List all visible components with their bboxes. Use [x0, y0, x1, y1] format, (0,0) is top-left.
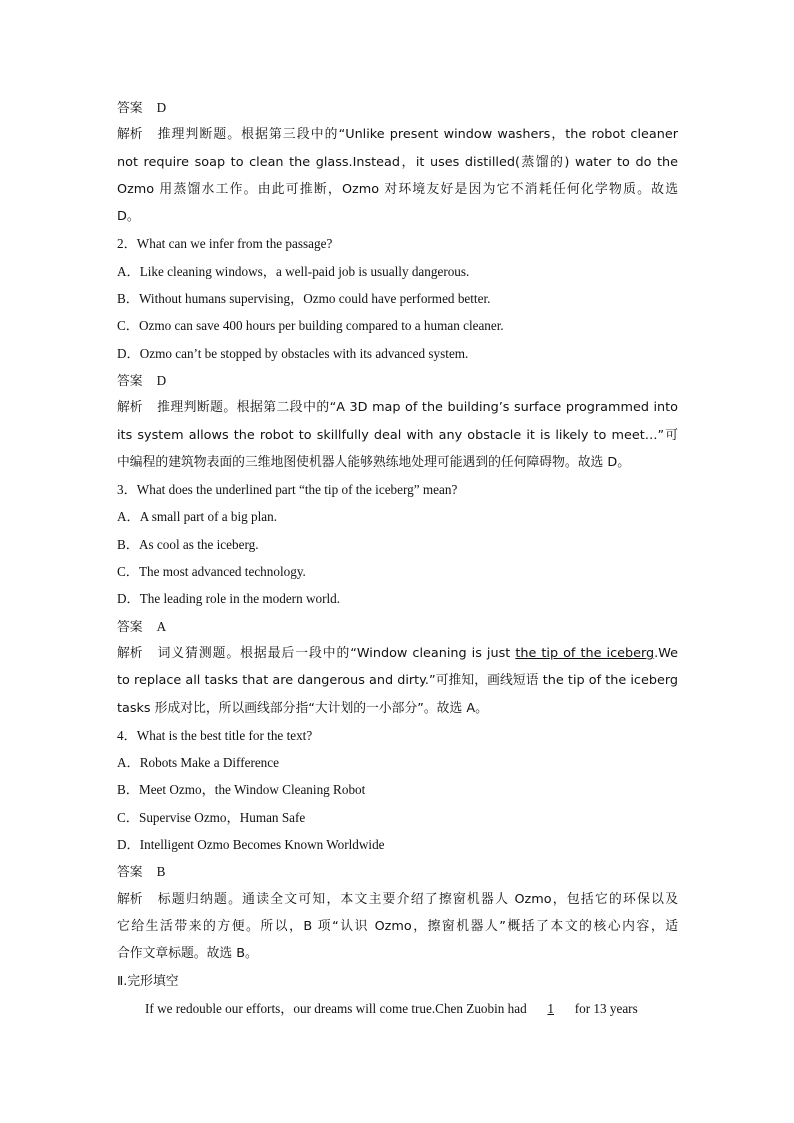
question-text: 4．What is the best title for the text?: [117, 727, 313, 743]
answer-label: 答案: [117, 865, 143, 881]
option-d: D．The leading role in the modern world.: [117, 591, 341, 607]
analysis-line: 中编程的建筑物表面的三维地图使机器人能够熟练地处理可能遇到的任何障碍物。故选 D。: [117, 454, 630, 470]
analysis-line: tasks 形成对比，所以画线部分指“大计划的一小部分”。故选 A。: [117, 700, 488, 716]
option-b: B．Meet Ozmo，the Window Cleaning Robot: [117, 782, 366, 798]
answer-line: [117, 94, 678, 121]
analysis-label: 解析: [117, 645, 143, 661]
option-c: C．The most advanced technology.: [117, 564, 306, 580]
analysis-label: 解析: [117, 400, 143, 416]
answer-label: 答案: [117, 101, 143, 116]
cloze-paragraph: If we redouble our efforts，our dreams will come true.Chen Zuobin had 1 for 13 years: [117, 995, 678, 1022]
analysis-line: not require soap to clean the glass.Instead，it uses distilled(蒸馏的) water to do the: [117, 154, 678, 170]
analysis-line: its system allows the robot to skillfully deal with any obstacle it is likely to meet…”可: [117, 427, 678, 443]
answer-value: B: [156, 864, 166, 880]
analysis-line: to replace all tasks that are dangerous and dirty.”可推知，画线短语 the tip of the iceberg: [117, 673, 678, 689]
option-d: D．Ozmo can’t be stopped by obstacles with its advanced system.: [117, 345, 469, 361]
answer-value: D: [156, 372, 167, 388]
answer-label: 答案: [117, 373, 143, 389]
analysis-line: 合作文章标题。故选 B。: [117, 946, 258, 962]
analysis-line: 解析 推理判断题。根据第二段中的“A 3D map of the building’s surface programmed into: [117, 394, 678, 421]
option-c: C．Ozmo can save 400 hours per building compared to a human cleaner.: [117, 318, 504, 334]
option-b: B．Without humans supervising，Ozmo could have performed better.: [117, 291, 491, 307]
analysis-line: 解析 标题归纳题。通读全文可知，本文主要介绍了擦窗机器人 Ozmo，包括它的环保以及: [117, 886, 678, 913]
analysis-line: D。: [117, 209, 140, 225]
answer-label: 答案: [117, 619, 143, 635]
option-a: A．Robots Make a Difference: [117, 755, 279, 771]
answer-value: A: [156, 618, 167, 634]
answer-value: D: [156, 100, 167, 115]
underlined-phrase: the tip of the iceberg: [515, 645, 655, 661]
analysis-line: Ozmo 用蒸馏水工作。由此可推断，Ozmo 对环境友好是因为它不消耗任何化学物质。故选: [117, 181, 678, 197]
answer-line: [117, 613, 678, 640]
analysis-label: 解析: [117, 127, 143, 143]
analysis-line: 解析 词义猜测题。根据最后一段中的“Window cleaning is just the tip of the iceberg.We: [117, 640, 678, 667]
answer-line: [117, 858, 678, 885]
analysis-line: 解析 推理判断题。根据第三段中的“Unlike present window washers，the robot cleaner: [117, 121, 678, 148]
option-a: A．Like cleaning windows，a well-paid job is usually dangerous.: [117, 263, 470, 279]
answer-line: [117, 367, 678, 394]
document-page: [117, 94, 678, 1022]
question-text: 3．What does the underlined part “the tip of the iceberg” mean?: [117, 482, 458, 498]
option-d: D．Intelligent Ozmo Becomes Known Worldwide: [117, 837, 385, 853]
option-c: C．Supervise Ozmo，Human Safe: [117, 809, 306, 825]
analysis-label: 解析: [117, 891, 143, 907]
option-b: B．As cool as the iceberg.: [117, 536, 259, 552]
question-text: 2．What can we infer from the passage?: [117, 236, 333, 252]
section-title: Ⅱ.完形填空: [117, 973, 179, 989]
option-a: A．A small part of a big plan.: [117, 509, 278, 525]
cloze-blank: 1: [547, 1000, 555, 1016]
analysis-line: 它给生活带来的方便。所以，B 项“认识 Ozmo，擦窗机器人”概括了本文的核心内容，适: [117, 918, 678, 934]
